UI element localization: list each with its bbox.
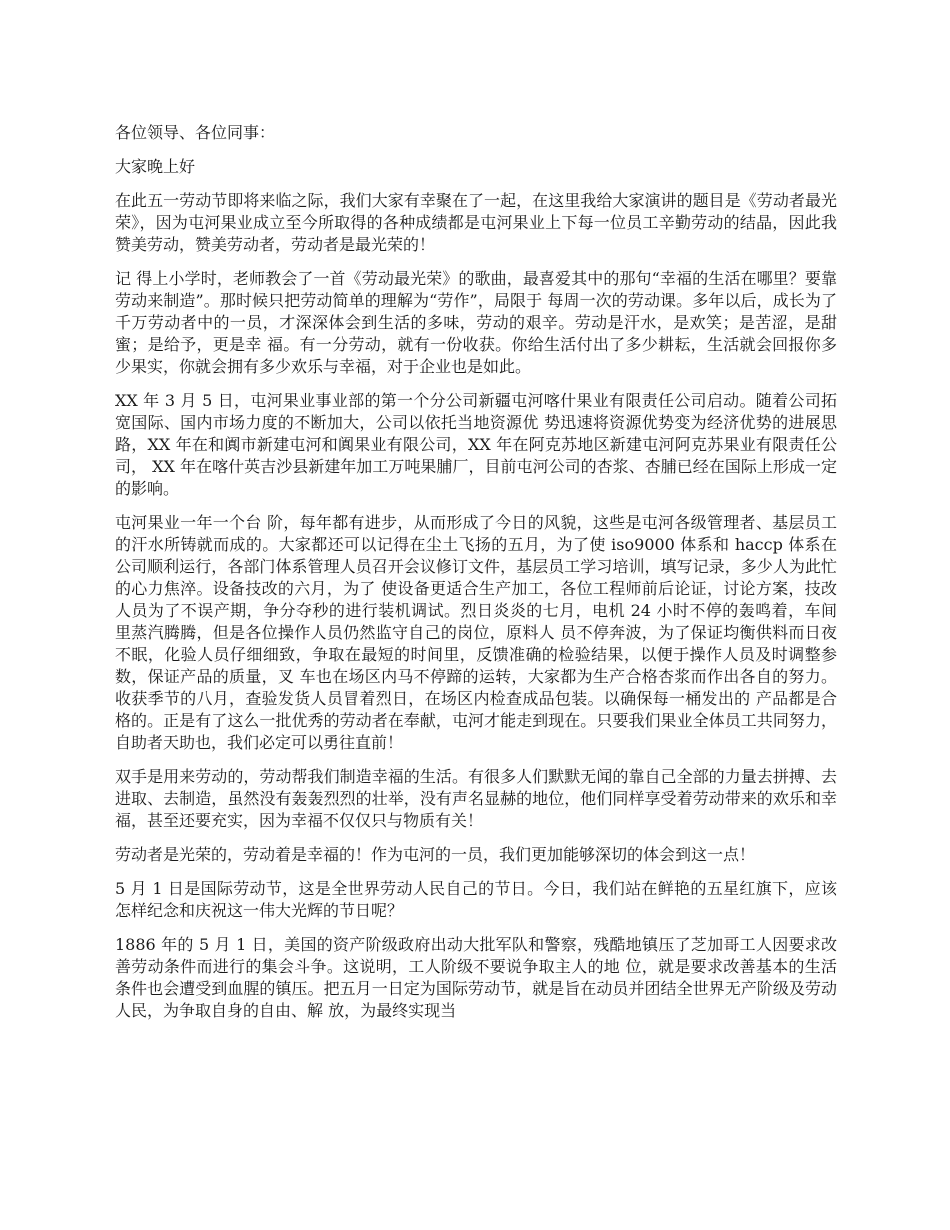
- paragraph-hands-labor: 双手是用来劳动的，劳动帮我们制造幸福的生活。有很多人们默默无闻的靠自己全部的力量去拼搏、去进取、去制造，虽然没有轰轰烈烈的壮举，没有声名显赫的地位，他们同样享受着劳动带来的欢乐和幸福，甚至还要充实，因为幸福不仅仅只与物质有关！: [115, 767, 837, 830]
- paragraph-yearly-progress: 屯河果业一年一个台 阶，每年都有进步，从而形成了今日的风貌，这些是屯河各级管理者、基层员工的汗水所铸就而成的。大家都还可以记得在尘土飞扬的五月，为了使 iso9000 体系和 haccp 体系在公司顺利运行，各部门体系管理人员召开会议修订文件，基层员工学习培训，填写记录，多少人为此忙的心力焦淬。设备技改的六月，为了 使设备更适合生产加工，各位工程师前后论证，讨论方案，技改人员为了不误产期，争分夺秒的进行装机调试。烈日炎炎的七月，电机 24 小时不停的轰鸣着，车间 里蒸汽腾腾，但是各位操作人员仍然监守自己的岗位，原料人 员不停奔波，为了保证均衡供料而日夜不眠，化验人员仔细细致，争取在最短的时间里，反馈准确的检验结果，以便于操作人员及时调整参数，保证产品的质量，叉 车也在场区内马不停蹄的运转，大家都为生产合格杏浆而作出各自的努力。收获季节的八月，查验发货人员冒着烈日，在场区内检查成品包装。以确保每一桶发出的 产品都是合格的。正是有了这么一批优秀的劳动者在奉献，屯河才能走到现在。只要我们果业全体员工共同努力，自助者天助也，我们必定可以勇往直前！: [115, 513, 837, 752]
- paragraph-childhood-memory: 记 得上小学时，老师教会了一首《劳动最光荣》的歌曲，最喜爱其中的那句“幸福的生活在哪里？要靠劳动来制造”。那时候只把劳动简单的理解为“劳作”，局限于 每周一次的劳动课。多年以后，成长为了千万劳动者中的一员，才深深体会到生活的多味，劳动的艰辛。劳动是汗水，是欢笑；是苦涩，是甜蜜；是给予，更是幸 福。有一分劳动，就有一份收获。你给生活付出了多少耕耘，生活就会回报你多少果实，你就会拥有多少欢乐与幸福，对于企业也是如此。: [115, 269, 837, 376]
- paragraph-may-day: 5 月 1 日是国际劳动节，这是全世界劳动人民自己的节日。今日，我们站在鲜艳的五星红旗下，应该怎样纪念和庆祝这一伟大光辉的节日呢？: [115, 879, 837, 920]
- paragraph-intro: 在此五一劳动节即将来临之际，我们大家有幸聚在了一起，在这里我给大家演讲的题目是《劳动者最光荣》，因为屯河果业成立至今所取得的各种成绩都是屯河果业上下每一位员工辛勤劳动的结晶，因此我赞美劳动，赞美劳动者，劳动者是最光荣的！: [115, 191, 837, 254]
- document-page: [115, 122, 837, 1034]
- paragraph-company-history: XX 年 3 月 5 日，屯河果业事业部的第一个分公司新疆屯河喀什果业有限责任公司启动。随着公司拓宽国际、国内市场力度的不断加大，公司以依托当地资源优 势迅速将资源优势变为经济优势的进展思路，XX 年在和阗市新建屯河和阗果业有限公司，XX 年在阿克苏地区新建屯河阿克苏果业有限责任公司， XX 年在喀什英吉沙县新建年加工万吨果脯厂，目前屯河公司的杏浆、杏脯已经在国际上形成一定的影响。: [115, 391, 837, 498]
- greeting: 大家晚上好: [115, 157, 196, 176]
- paragraph-glory: 劳动者是光荣的，劳动着是幸福的！作为屯河的一员，我们更加能够深切的体会到这一点！: [115, 845, 756, 864]
- paragraph-history-1886: 1886 年的 5 月 1 日，美国的资产阶级政府出动大批军队和警察，残酷地镇压了芝加哥工人因要求改善劳动条件而进行的集会斗争。这说明，工人阶级不要说争取主人的地 位，就是要求改善基本的生活条件也会遭受到血腥的镇压。把五月一日定为国际劳动节，就是旨在动员并团结全世界无产阶级及劳动人民，为争取自身的自由、解 放，为最终实现当: [115, 935, 837, 1020]
- salutation: 各位领导、各位同事：: [115, 123, 276, 142]
